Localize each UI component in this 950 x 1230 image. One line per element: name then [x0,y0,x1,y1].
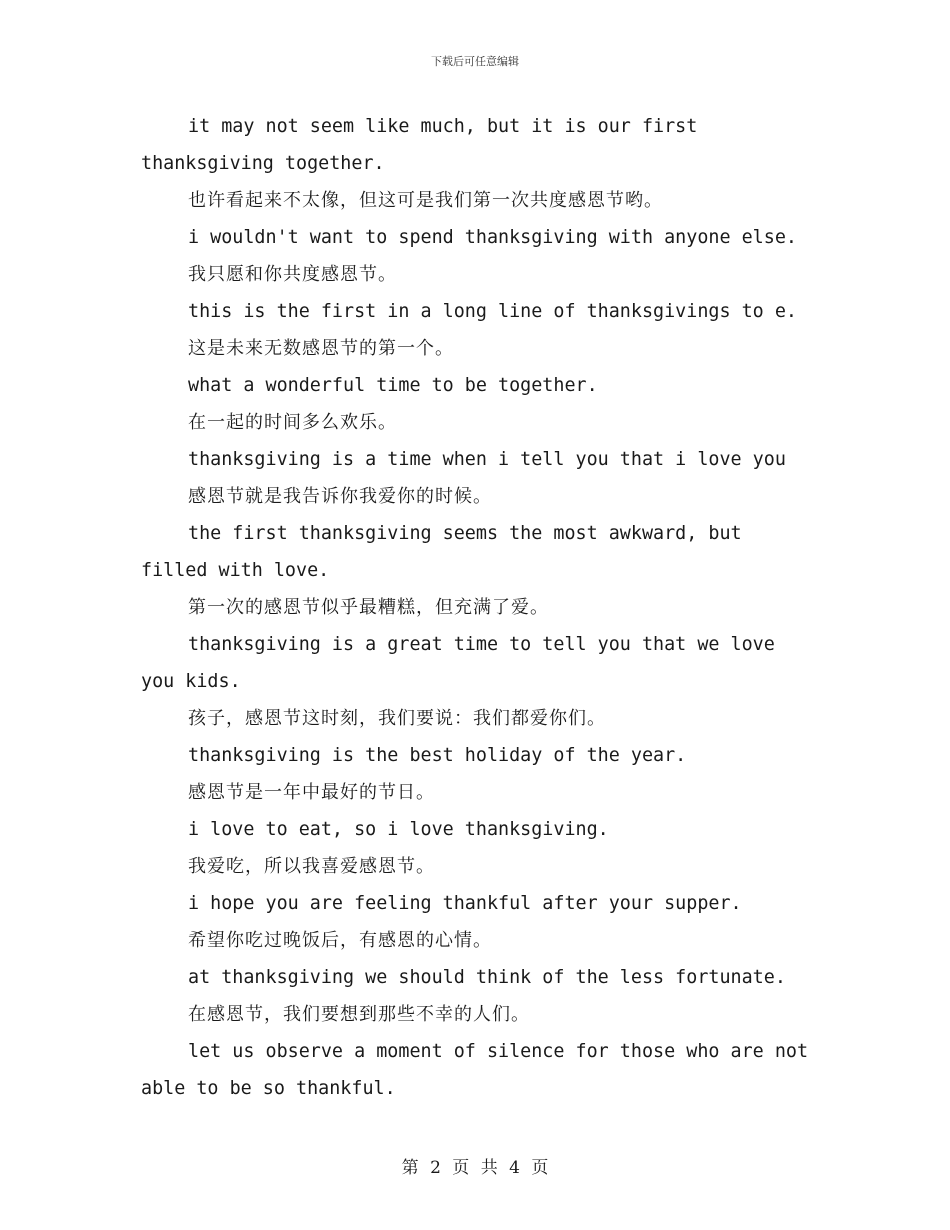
paragraph-zh: 希望你吃过晚饭后，有感恩的心情。 [188,930,492,951]
paragraph-zh: 第一次的感恩节似乎最糟糕，但充满了爱。 [188,597,549,618]
paragraph-en: i wouldn't want to spend thanksgiving with anyone else. [188,227,797,248]
paragraph-zh: 我爱吃，所以我喜爱感恩节。 [188,856,435,877]
paragraph-zh: 这是未来无数感恩节的第一个。 [188,338,454,359]
paragraph-en: this is the first in a long line of thanksgivings to e. [188,301,797,322]
paragraph-zh: 孩子，感恩节这时刻，我们要说：我们都爱你们。 [188,708,606,729]
page-header-note: 下载后可任意编辑 [431,55,519,68]
paragraph-en: thanksgiving is the best holiday of the year. [188,745,687,766]
document-body [141,108,809,1107]
paragraph-en: at thanksgiving we should think of the less fortunate. [188,967,786,988]
paragraph-zh: 在感恩节，我们要想到那些不幸的人们。 [188,1004,530,1025]
paragraph-en: what a wonderful time to be together. [188,375,598,396]
paragraph-en: i love to eat, so i love thanksgiving. [188,819,609,840]
paragraph-en: thanksgiving is a time when i tell you that i love you [188,449,786,470]
paragraph-zh: 在一起的时间多么欢乐。 [188,412,397,433]
paragraph-en: the first thanksgiving seems the most awkward, but filled with love. [141,523,742,581]
paragraph-en: i hope you are feeling thankful after your supper. [188,893,742,914]
paragraph-zh: 也许看起来不太像，但这可是我们第一次共度感恩节哟。 [188,190,663,211]
paragraph-zh: 我只愿和你共度感恩节。 [188,264,397,285]
paragraph-zh: 感恩节是一年中最好的节日。 [188,782,435,803]
paragraph-zh: 感恩节就是我告诉你我爱你的时候。 [188,486,492,507]
paragraph-en: it may not seem like much, but it is our first thanksgiving together. [141,116,698,174]
paragraph-en: thanksgiving is a great time to tell you that we love you kids. [141,634,775,692]
page-number: 第 2 页 共 4 页 [401,1158,549,1178]
paragraph-en: let us observe a moment of silence for those who are not able to be so thankful. [141,1041,809,1099]
